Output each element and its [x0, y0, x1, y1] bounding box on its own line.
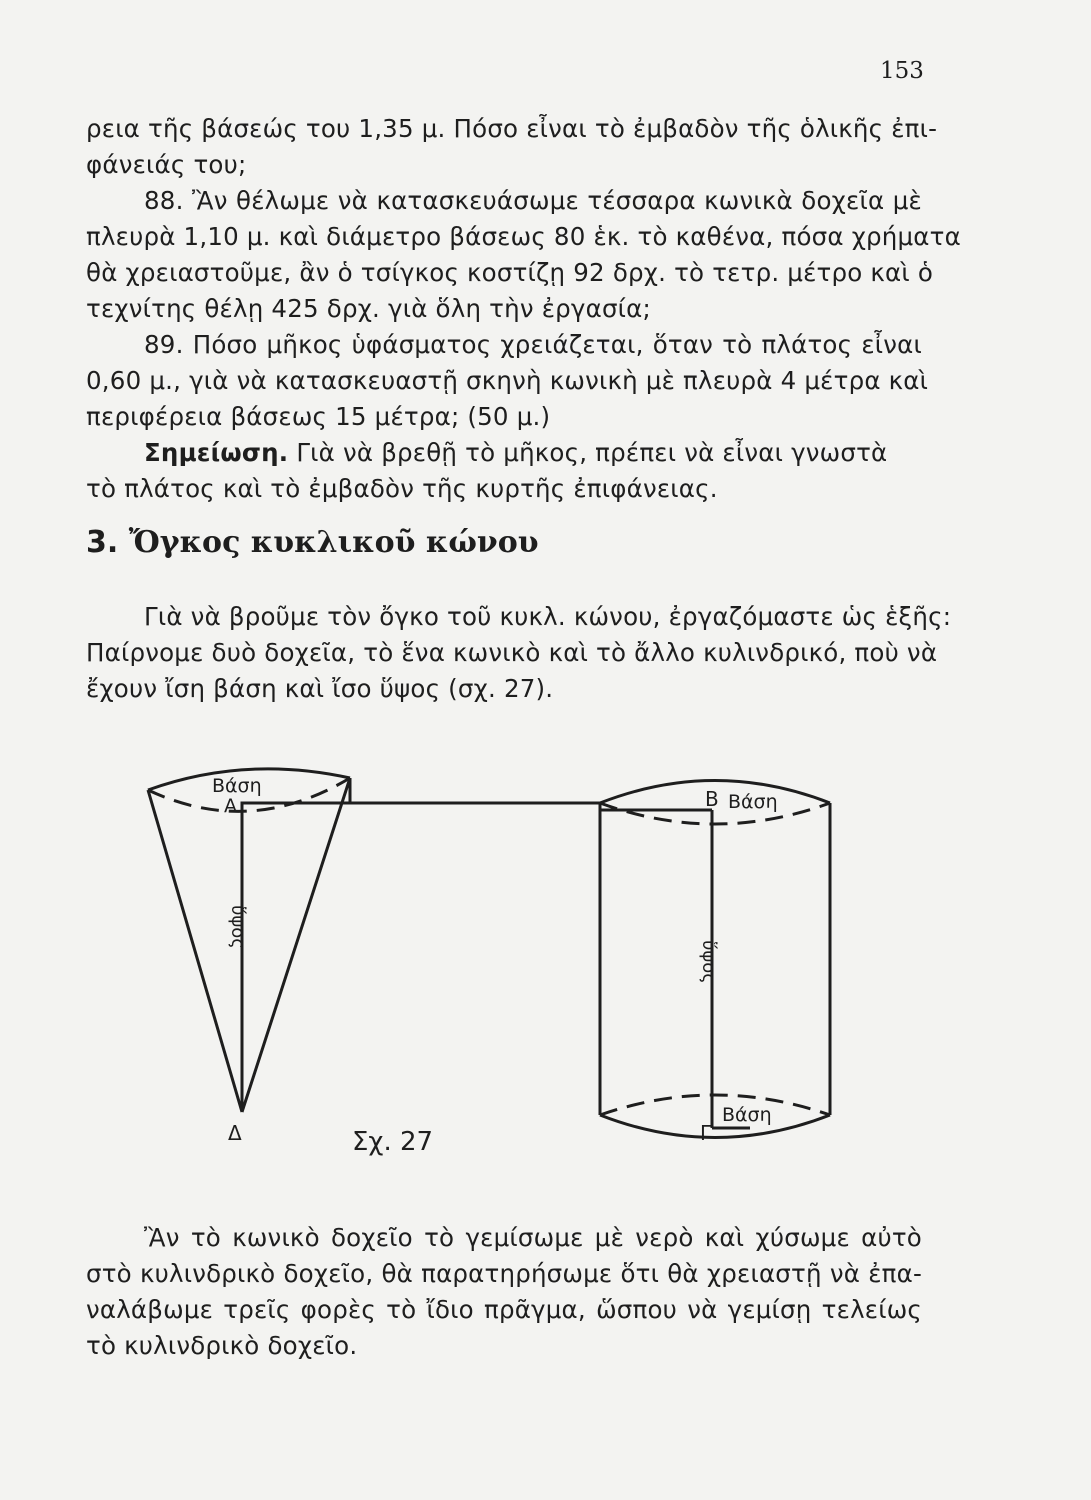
cylinder-point-b: Β: [705, 787, 719, 811]
exercise-89-line-2: 0,60 μ., γιὰ νὰ κατασκευαστῇ σκηνὴ κωνικὴ μὲ πλευρὰ 4 μέτρα καὶ: [86, 366, 929, 395]
section-number: 3.: [86, 525, 119, 560]
cylinder-height-label: ὕψος: [698, 940, 719, 984]
text-line-2: φάνειάς του;: [86, 150, 247, 179]
page-number: 153: [880, 58, 924, 84]
note-line-2: τὸ πλάτος καὶ τὸ ἐμβαδὸν τῆς κυρτῆς ἐπιφάνειας.: [86, 474, 718, 503]
paragraph-line-3: ἔχουν ἴση βάση καὶ ἴσο ὕψος (σχ. 27).: [86, 674, 554, 703]
exercise-89-line-1: 89. Πόσο μῆκος ὑφάσματος χρειάζεται, ὅταν τὸ πλάτος εἶναι: [144, 330, 922, 359]
exercise-88-line-3: θὰ χρειαστοῦμε, ἂν ὁ τσίγκος κοστίζῃ 92 δρχ. τὸ τετρ. μέτρο καὶ ὁ: [86, 258, 934, 287]
cone-point-a: Α: [224, 795, 237, 817]
figure-caption: Σχ. 27: [352, 1127, 434, 1157]
cylinder-top-base-label: Βάση: [728, 791, 778, 813]
cylinder-bottom-hidden-arc: [600, 1095, 830, 1115]
cone-point-d: Δ: [228, 1121, 242, 1145]
conclusion-line-3: ναλάβωμε τρεῖς φορὲς τὸ ἴδιο πρᾶγμα, ὥσπου νὰ γεμίσῃ τελείως: [86, 1295, 922, 1324]
text-line-1: ρεια τῆς βάσεώς του 1,35 μ. Πόσο εἶναι τὸ ἐμβαδὸν τῆς ὁλικῆς ἐπι-: [86, 114, 938, 143]
exercise-88-line-1: 88. Ἂν θέλωμε νὰ κατασκευάσωμε τέσσαρα κωνικὰ δοχεῖα μὲ: [144, 186, 922, 215]
cone-left-edge: [148, 790, 242, 1112]
note-text: Γιὰ νὰ βρεθῇ τὸ μῆκος, πρέπει νὰ εἶναι γνωστὰ: [288, 438, 888, 467]
paragraph-line-2: Παίρνομε δυὸ δοχεῖα, τὸ ἕνα κωνικὸ καὶ τὸ ἄλλο κυλινδρικό, ποὺ νὰ: [86, 638, 938, 667]
cone-height-label: ὕψος: [227, 905, 248, 949]
exercise-88-line-2: πλευρὰ 1,10 μ. καὶ διάμετρο βάσεως 80 ἑκ. τὸ καθένα, πόσα χρήματα: [86, 222, 961, 251]
conclusion-line-1: Ἂν τὸ κωνικὸ δοχεῖο τὸ γεμίσωμε μὲ νερὸ καὶ χύσωμε αὐτὸ: [144, 1223, 922, 1252]
paragraph-line-1: Γιὰ νὰ βροῦμε τὸν ὄγκο τοῦ κυκλ. κώνου, ἐργαζόμαστε ὡς ἑξῆς:: [144, 602, 952, 631]
cone-base-label: Βάση: [212, 775, 262, 797]
exercise-89-line-3: περιφέρεια βάσεως 15 μέτρα; (50 μ.): [86, 402, 551, 431]
cone-right-edge: [242, 778, 350, 1112]
cylinder-point-g: Γ: [700, 1121, 712, 1145]
conclusion-line-2: στὸ κυλινδρικὸ δοχεῖο, θὰ παρατηρήσωμε ὅτι θὰ χρειαστῇ νὰ ἐπα-: [86, 1259, 922, 1288]
section-title: Ὄγκος κυκλικοῦ κώνου: [118, 525, 539, 560]
cylinder-bottom-base-label: Βάση: [722, 1104, 772, 1126]
exercise-88-line-4: τεχνίτης θέλῃ 425 δρχ. γιὰ ὅλη τὴν ἐργασία;: [86, 294, 651, 323]
conclusion-line-4: τὸ κυλινδρικὸ δοχεῖο.: [86, 1331, 358, 1360]
cylinder-bottom-arc: [600, 1115, 830, 1138]
note-label: Σημείωση.: [144, 438, 289, 467]
